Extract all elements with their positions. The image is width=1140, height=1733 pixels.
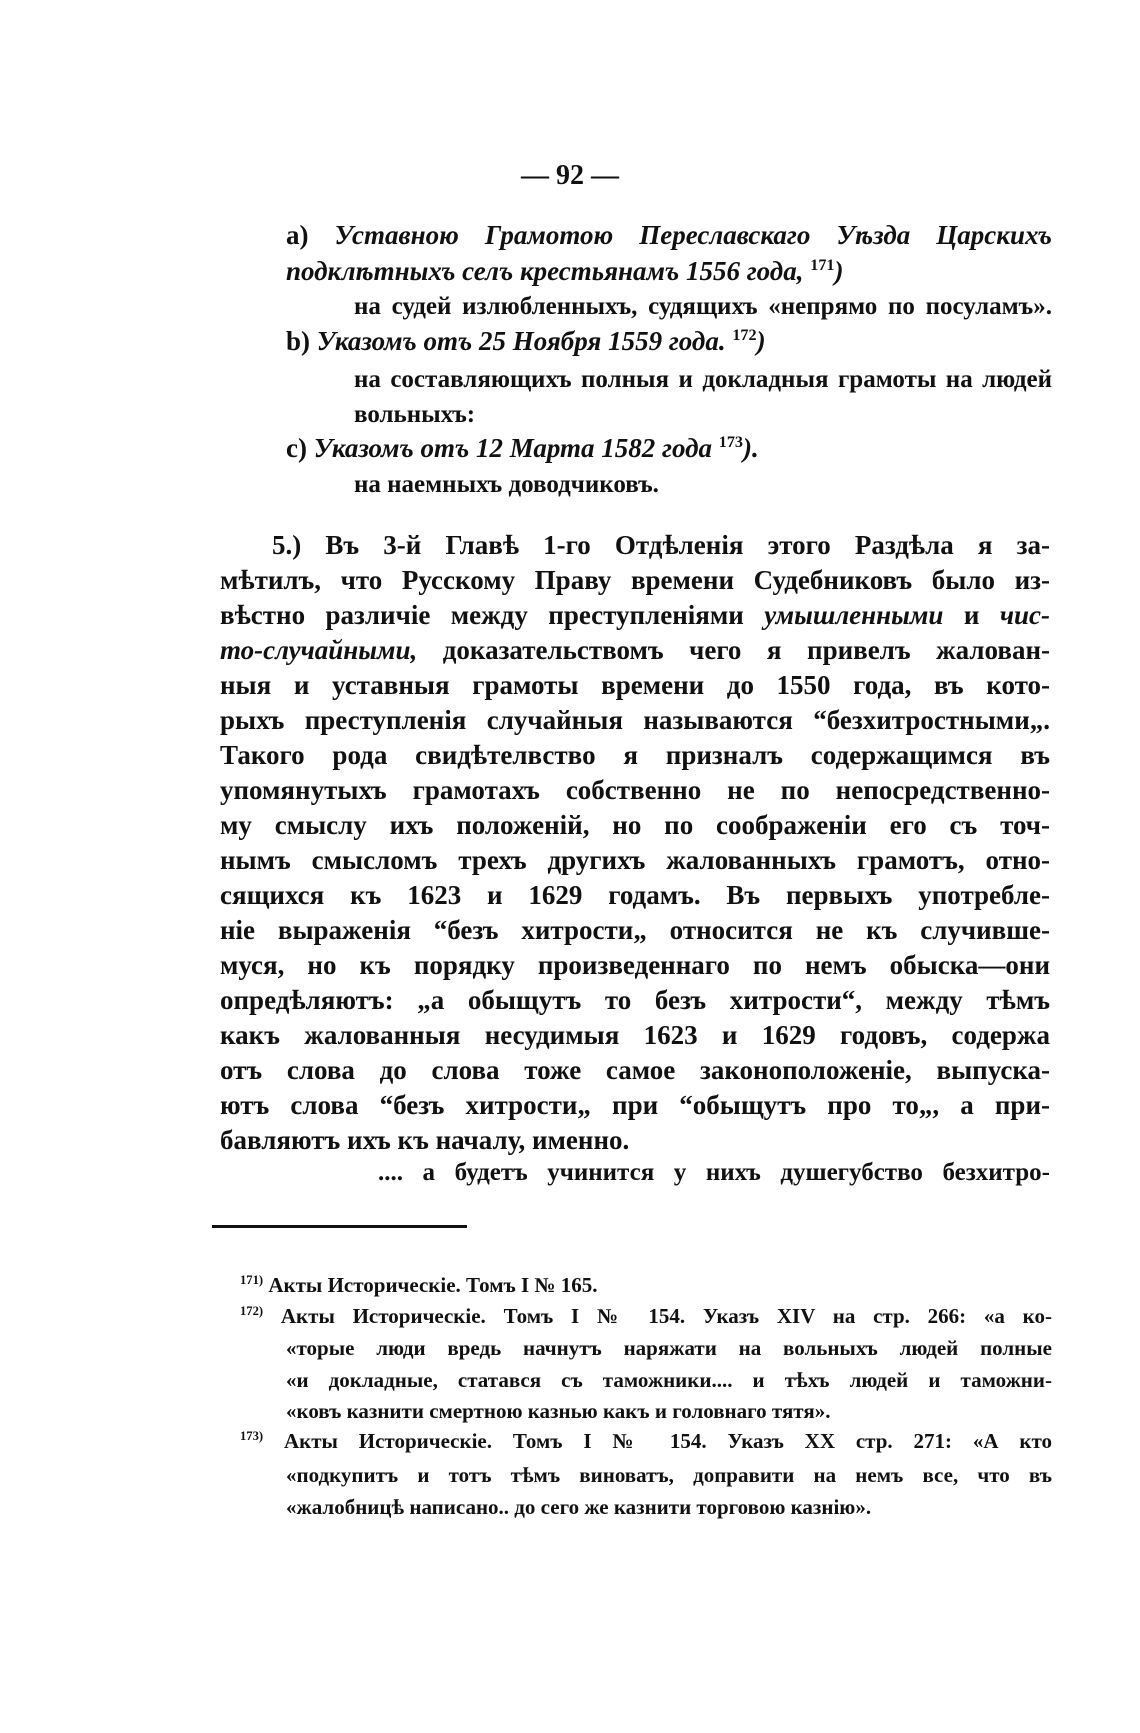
footnote-ref-173[interactable]: 173 [718, 433, 744, 451]
body-line: отъ слова до слова тоже самое законоположеніе, выпуска- [220, 1055, 1050, 1085]
footnote-172-line: «торые люди вредь начнутъ наряжати на вольныхъ людей полные [286, 1336, 1052, 1360]
item-b-line-1: b) Указомъ отъ 25 Ноября 1559 года. $^{172}$) [286, 326, 766, 356]
footnote-171: $^{171)}$ Акты Историческіе. Томъ I № 165. [240, 1273, 598, 1297]
body-line: опредѣляютъ: „а обыщутъ то безъ хитрости“, между тѣмъ [220, 985, 1050, 1015]
item-a-line-2: подклѣтныхъ селъ крестьянамъ 1556 года, $^{171}$) [286, 256, 844, 286]
item-a-line-1: a) Уставною Грамотою Переславскаго Уѣзда Царскихъ [286, 220, 1053, 250]
body-line: ніе выраженія “безъ хитрости„ относится не къ случивше- [220, 915, 1050, 945]
footnote-173-line: «жалобницѣ написано.. до сего же казнити торговою казнію». [286, 1495, 872, 1519]
item-c-line-1: c) Указомъ отъ 12 Марта 1582 года $^{173}$). [286, 433, 759, 463]
item-b-desc-2: вольныхъ: [354, 401, 476, 428]
footnote-ref-172[interactable]: 172 [732, 326, 757, 344]
body-line: какъ жалованныя несудимыя 1623 и 1629 годовъ, содержа [220, 1020, 1050, 1050]
body-line: Такого рода свидѣтелвство я призналъ содержащимся въ [220, 740, 1050, 770]
body-line: сящихся къ 1623 и 1629 годамъ. Въ первыхъ употребле- [220, 880, 1050, 910]
body-line: му смыслу ихъ положеній, но по соображеніи его съ точ- [220, 810, 1050, 840]
item-b-desc-1: на составляющихъ полныя и докладныя грамоты на людей [354, 366, 1052, 393]
body-line: нымъ смысломъ трехъ другихъ жалованныхъ грамотъ, отно- [220, 845, 1050, 875]
footnote-173-line: «подкупитъ и тотъ тѣмъ виноватъ, доправити на немъ все, что въ [286, 1463, 1052, 1487]
body-line: упомянутыхъ грамотахъ собственно не по непосредственно- [220, 775, 1050, 805]
body-line: 5.) Въ 3-й Главѣ 1-го Отдѣленія этого Раздѣла я за- [272, 530, 1050, 560]
body-line: ныя и уставныя грамоты времени до 1550 года, въ кото- [220, 670, 1050, 700]
body-line: бавляютъ ихъ къ началу, именно. [220, 1125, 630, 1155]
body-line: рыхъ преступленія случайныя называются “безхитростными„. [220, 705, 1050, 735]
footnote-ref-171[interactable]: 171 [810, 256, 835, 274]
body-line: то-случайными, доказательствомъ чего я привелъ жалован- [220, 635, 1050, 665]
body-line: ютъ слова “безъ хитрости„ при “обыщутъ про то„, а при- [220, 1090, 1050, 1120]
footnote-172-line: «и докладные, статався съ таможники.... и тѣхъ людей и таможни- [286, 1368, 1052, 1392]
footnote-173: $^{173)}$ Акты Историческіе. Томъ I № 154. Указъ XX стр. 271: «А кто [240, 1429, 1052, 1453]
body-line: муся, но къ порядку произведеннаго по немъ обыска—они [220, 950, 1050, 980]
page-number: — 92 — [521, 160, 619, 191]
body-line: вѣстно различіе между преступленіями умышленными и чис- [220, 600, 1051, 630]
footnote-172-line: «ковъ казнити смертною казнью какъ и головнаго тятя». [286, 1399, 831, 1423]
body-quote-line: .... а будетъ учинится у нихъ душегубство безхитро- [378, 1159, 1050, 1186]
footnote-172: $^{172)}$ Акты Историческіе. Томъ I № 154. Указъ XIV на стр. 266: «а ко- [240, 1304, 1052, 1328]
body-line: мѣтилъ, что Русскому Праву времени Судебниковъ было из- [220, 565, 1050, 595]
item-c-desc: на наемныхъ доводчиковъ. [354, 471, 659, 498]
item-a-desc: на судей излюбленныхъ, судящихъ «непрямо по посуламъ». [354, 293, 1052, 320]
footnote-separator [212, 1225, 467, 1228]
